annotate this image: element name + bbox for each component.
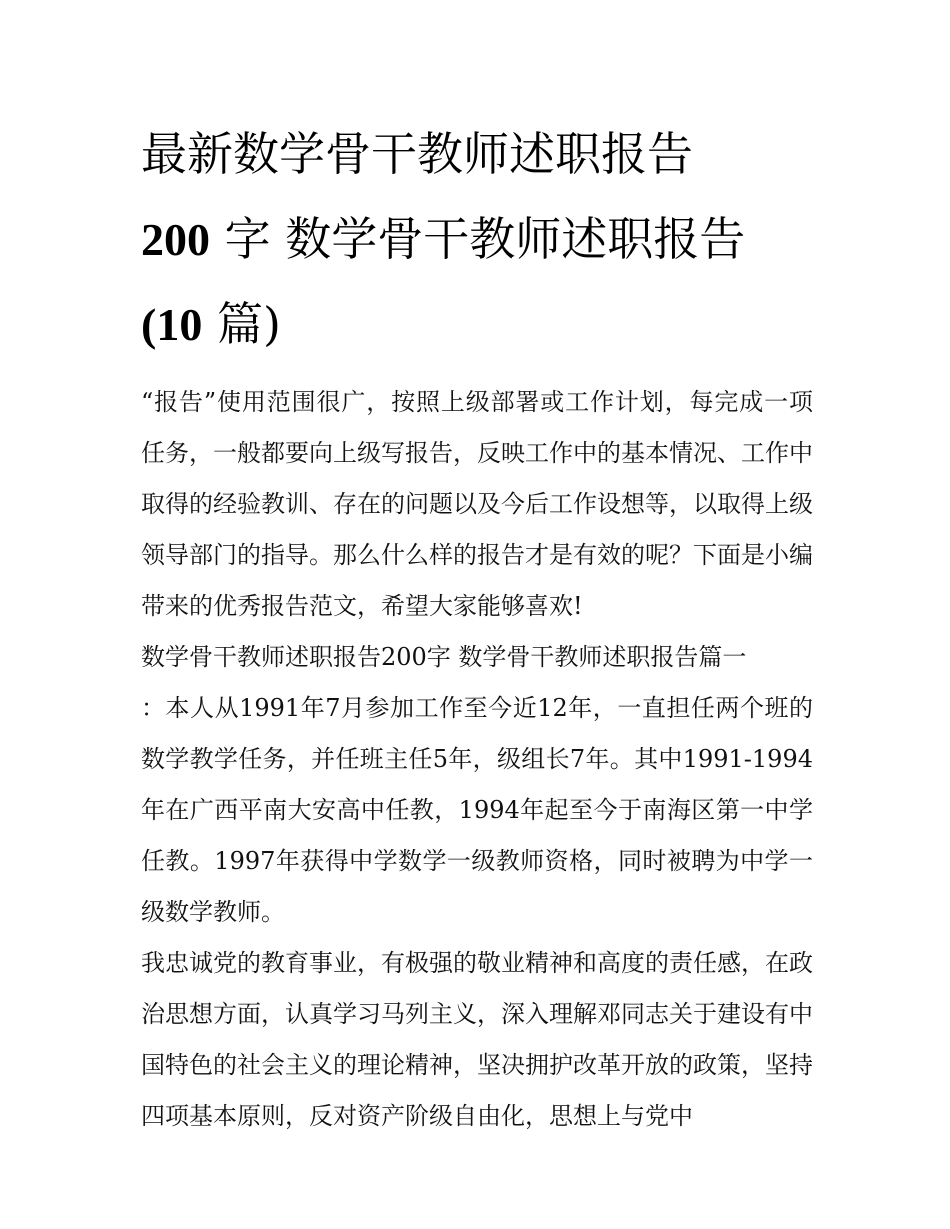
document-page	[141, 112, 813, 1142]
intro-paragraph: “报告”使用范围很广，按照上级部署或工作计划，每完成一项任务，一般都要向上级写报告，反映工作中的基本情况、工作中取得的经验教训、存在的问题以及今后工作设想等，以取得上级领导部门的指导。那么什么样的报告才是有效的呢？下面是小编带来的优秀报告范文，希望大家能够喜欢!	[141, 388, 813, 620]
document-body	[141, 377, 813, 1142]
title-number: 200	[141, 214, 210, 265]
title-line-2: 字 数学骨干教师述职报告	[224, 212, 746, 266]
section-heading: 数学骨干教师述职报告200字 数学骨干教师述职报告篇一	[141, 643, 747, 671]
title-line-3: 篇)	[216, 297, 281, 351]
title-line-1: 最新数学骨干教师述职报告	[141, 127, 693, 181]
title-count: (10	[141, 299, 203, 350]
body-paragraph: ：本人从1991年7月参加工作至今近12年，一直担任两个班的数学教学任务，并任班主任5年，级组长7年。其中1991-1994年在广西平南大安高中任教，1994年起至今于南海区第一中学任教。1997年获得中学数学一级教师资格，同时被聘为中学一级数学教师。	[141, 694, 813, 926]
document-title	[141, 112, 813, 367]
body-paragraph: 我忠诚党的教育事业，有极强的敬业精神和高度的责任感，在政治思想方面，认真学习马列主义，深入理解邓同志关于建设有中国特色的社会主义的理论精神，坚决拥护改革开放的政策，坚持四项基本原则，反对资产阶级自由化，思想上与党中	[141, 949, 813, 1130]
